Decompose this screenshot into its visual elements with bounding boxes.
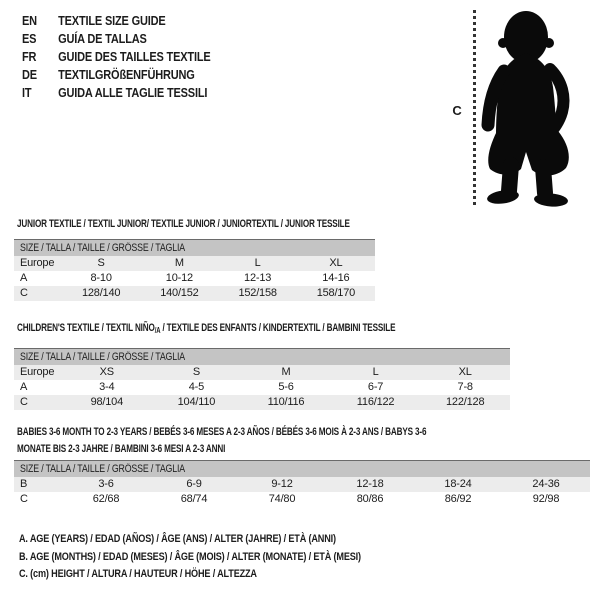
size-cell: 68/74 <box>180 493 208 505</box>
table-row <box>14 365 510 380</box>
language-title: GUIDA ALLE TAGLIE TESSILI <box>58 86 208 100</box>
row-label: Europe <box>20 366 55 378</box>
size-cell: L <box>372 366 379 378</box>
size-cell: 10-12 <box>165 272 193 284</box>
size-cell: 116/122 <box>356 396 395 408</box>
row-label: Europe <box>20 257 55 269</box>
size-table <box>14 365 510 410</box>
size-cell: S <box>97 257 105 269</box>
language-row <box>22 66 211 84</box>
table-row <box>14 256 375 271</box>
language-code: ES <box>22 32 37 46</box>
title-text: / TEXTILE DES ENFANTS / KINDERTEXTIL / BAMBINI TESSILE <box>160 322 396 334</box>
babies-size-table <box>14 460 590 507</box>
size-cell: M <box>174 257 184 269</box>
title-text: JUNIOR TEXTILE / TEXTIL JUNIOR/ TEXTILE JUNIOR / JUNIORTEXTIL / JUNIOR TESSILE <box>17 218 350 230</box>
footnotes-block <box>19 531 361 584</box>
height-dotted-line <box>473 10 476 205</box>
row-label: B <box>20 478 28 490</box>
size-cell: XL <box>458 366 472 378</box>
size-cell: 74/80 <box>268 493 296 505</box>
title-subscript: /A <box>154 326 161 335</box>
language-title: GUÍA DE TALLAS <box>58 32 147 46</box>
toddler-silhouette-icon <box>480 9 574 209</box>
size-cell: 3-4 <box>99 381 115 393</box>
table-row <box>14 286 375 301</box>
size-cell: 62/68 <box>92 493 120 505</box>
size-cell: 104/110 <box>177 396 216 408</box>
size-cell: 18-24 <box>444 478 472 490</box>
title-text: CHILDREN'S TEXTILE / TEXTIL NIÑO <box>17 322 155 334</box>
table-row <box>14 395 510 410</box>
language-title-block <box>22 12 211 102</box>
size-cell: XS <box>99 366 114 378</box>
language-code: IT <box>22 86 32 100</box>
language-title: GUIDE DES TAILLES TEXTILE <box>58 50 211 64</box>
row-label: C <box>20 493 28 505</box>
language-title: TEXTILE SIZE GUIDE <box>58 14 166 28</box>
children-table-title <box>17 322 395 335</box>
size-cell: 12-13 <box>244 272 272 284</box>
size-header-bar <box>14 239 375 256</box>
size-cell: 86/92 <box>444 493 472 505</box>
size-cell: XL <box>329 257 343 269</box>
junior-table-title <box>17 218 350 231</box>
height-label: C <box>452 103 462 118</box>
language-row <box>22 12 211 30</box>
size-cell: 128/140 <box>81 287 121 299</box>
size-cell: 8-10 <box>90 272 112 284</box>
size-cell: M <box>281 366 291 378</box>
table-row <box>14 477 590 492</box>
size-cell: 12-18 <box>356 478 384 490</box>
size-cell: 3-6 <box>98 478 114 490</box>
footnote-age-years: A. AGE (YEARS) / EDAD (AÑOS) / ÂGE (ANS) / ALTER (JAHRE) / ETÀ (ANNI) <box>19 533 336 545</box>
size-cell: 24-36 <box>532 478 560 490</box>
size-header-text: SIZE / TALLA / TAILLE / GRÖSSE / TAGLIA <box>20 463 185 475</box>
language-code: FR <box>22 50 37 64</box>
language-row <box>22 84 211 102</box>
size-cell: 4-5 <box>188 381 205 393</box>
footnote-height: C. (cm) HEIGHT / ALTURA / HAUTEUR / HÖHE / ALTEZZA <box>19 568 257 580</box>
footnote-age-months: B. AGE (MONTHS) / EDAD (MESES) / ÂGE (MOIS) / ALTER (MONATE) / ETÀ (MESI) <box>19 550 361 563</box>
language-row <box>22 30 211 48</box>
size-cell: 6-9 <box>186 478 202 490</box>
row-label: A <box>20 381 28 393</box>
row-label: C <box>20 287 28 299</box>
size-header-bar <box>14 348 510 365</box>
junior-size-table <box>14 239 375 301</box>
size-header-text: SIZE / TALLA / TAILLE / GRÖSSE / TAGLIA <box>20 242 185 254</box>
size-cell: 152/158 <box>238 287 277 299</box>
size-cell: 92/98 <box>532 493 560 505</box>
size-header-text: SIZE / TALLA / TAILLE / GRÖSSE / TAGLIA <box>20 351 185 363</box>
language-row <box>22 48 211 66</box>
size-cell: S <box>192 366 200 378</box>
size-header-bar <box>14 460 590 477</box>
size-cell: 9-12 <box>271 478 293 490</box>
size-cell: 140/152 <box>160 287 199 299</box>
size-table <box>14 256 375 301</box>
language-title: TEXTILGRÖßENFÜHRUNG <box>58 68 195 82</box>
table-row <box>14 271 375 286</box>
size-cell: 98/104 <box>90 396 124 408</box>
language-code: EN <box>22 14 37 28</box>
size-table <box>14 477 590 507</box>
table-row <box>14 492 590 507</box>
size-cell: 110/116 <box>267 396 305 408</box>
title-text: BABIES 3-6 MONTH TO 2-3 YEARS / BEBÉS 3-6 MESES A 2-3 AÑOS / BÉBÉS 3-6 MOIS À 2-3 ANS / BABYS 3-6 MONATE BIS 2-3 JAHRE / BAMBINI 3-6 MESI A 2-3 ANNI <box>17 426 427 455</box>
table-row <box>14 380 510 395</box>
size-cell: 14-16 <box>322 272 350 284</box>
language-code: DE <box>22 68 37 82</box>
size-cell: 5-6 <box>278 381 294 393</box>
size-cell: 122/128 <box>446 396 485 408</box>
size-cell: 6-7 <box>367 381 384 393</box>
size-cell: 80/86 <box>356 493 384 505</box>
children-size-table <box>14 348 510 410</box>
row-label: A <box>20 272 28 284</box>
size-cell: 158/170 <box>316 287 356 299</box>
row-label: C <box>20 396 28 408</box>
size-cell: 7-8 <box>457 381 473 393</box>
babies-table-title <box>17 424 430 460</box>
size-cell: L <box>254 257 261 269</box>
